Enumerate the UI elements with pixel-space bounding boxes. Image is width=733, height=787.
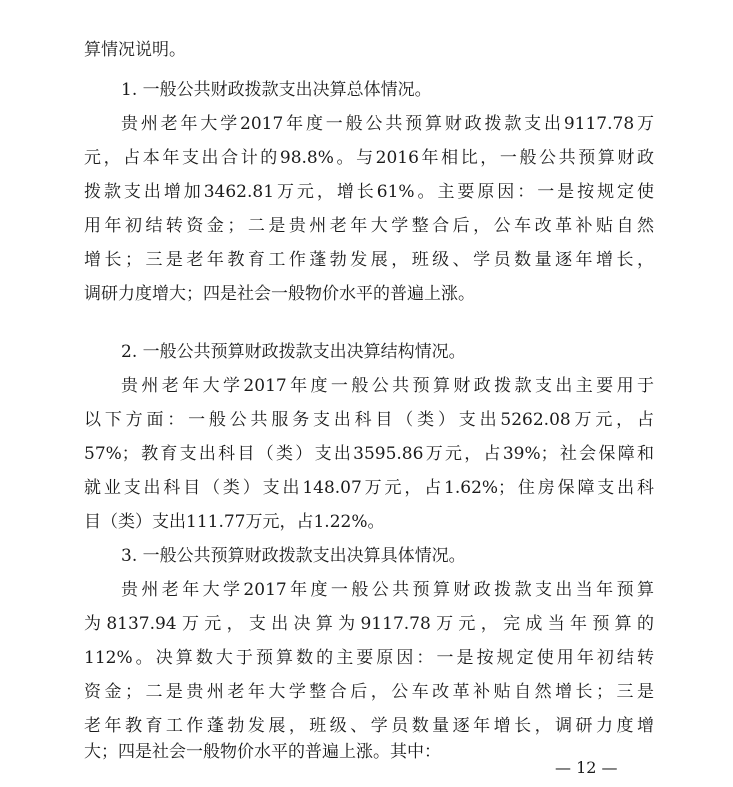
text-line: 老年教育工作蓬勃发展，班级、学员数量逐年增长，调研力度增: [84, 716, 654, 736]
text-line: 贵州老年大学2017年度一般公共预算财政拨款支出当年预算: [121, 580, 654, 600]
text-line: 目（类）支出111.77万元，占1.22%。: [84, 512, 385, 532]
text-line: 增长；三是老年教育工作蓬勃发展，班级、学员数量逐年增长，: [84, 250, 654, 270]
section-heading: 1. 一般公共财政拨款支出决算总体情况。: [121, 80, 432, 100]
text-line: 57%；教育支出科目（类）支出3595.86万元，占39%；社会保障和: [84, 444, 654, 464]
text-line: 就业支出科目（类）支出148.07万元，占1.62%；住房保障支出科: [84, 478, 654, 498]
text-line: 用年初结转资金；二是贵州老年大学整合后，公车改革补贴自然: [84, 216, 654, 236]
page-number: — 12 —: [555, 758, 618, 777]
text-line: 元，占本年支出合计的98.8%。与2016年相比，一般公共预算财政: [84, 148, 654, 168]
text-line: 拨款支出增加3462.81万元，增长61%。主要原因：一是按规定使: [84, 182, 654, 202]
section-heading: 3. 一般公共预算财政拨款支出决算具体情况。: [121, 546, 466, 566]
text-line: 大；四是社会一般物价水平的普遍上涨。其中：: [84, 742, 441, 762]
text-line: 算情况说明。: [84, 40, 186, 60]
section-heading: 2. 一般公共预算财政拨款支出决算结构情况。: [121, 342, 466, 362]
text-line: 为8137.94万元，支出决算为9117.78万元，完成当年预算的: [84, 614, 654, 634]
text-line: 贵州老年大学2017年度一般公共预算财政拨款支出主要用于: [121, 376, 654, 396]
text-line: 调研力度增大；四是社会一般物价水平的普遍上涨。: [84, 284, 475, 304]
text-line: 贵州老年大学2017年度一般公共预算财政拨款支出9117.78万: [121, 114, 654, 134]
text-line: 资金；二是贵州老年大学整合后，公车改革补贴自然增长；三是: [84, 682, 654, 702]
text-line: 以下方面：一般公共服务支出科目（类）支出5262.08万元，占: [84, 410, 654, 430]
text-line: 112%。决算数大于预算数的主要原因：一是按规定使用年初结转: [84, 648, 654, 668]
